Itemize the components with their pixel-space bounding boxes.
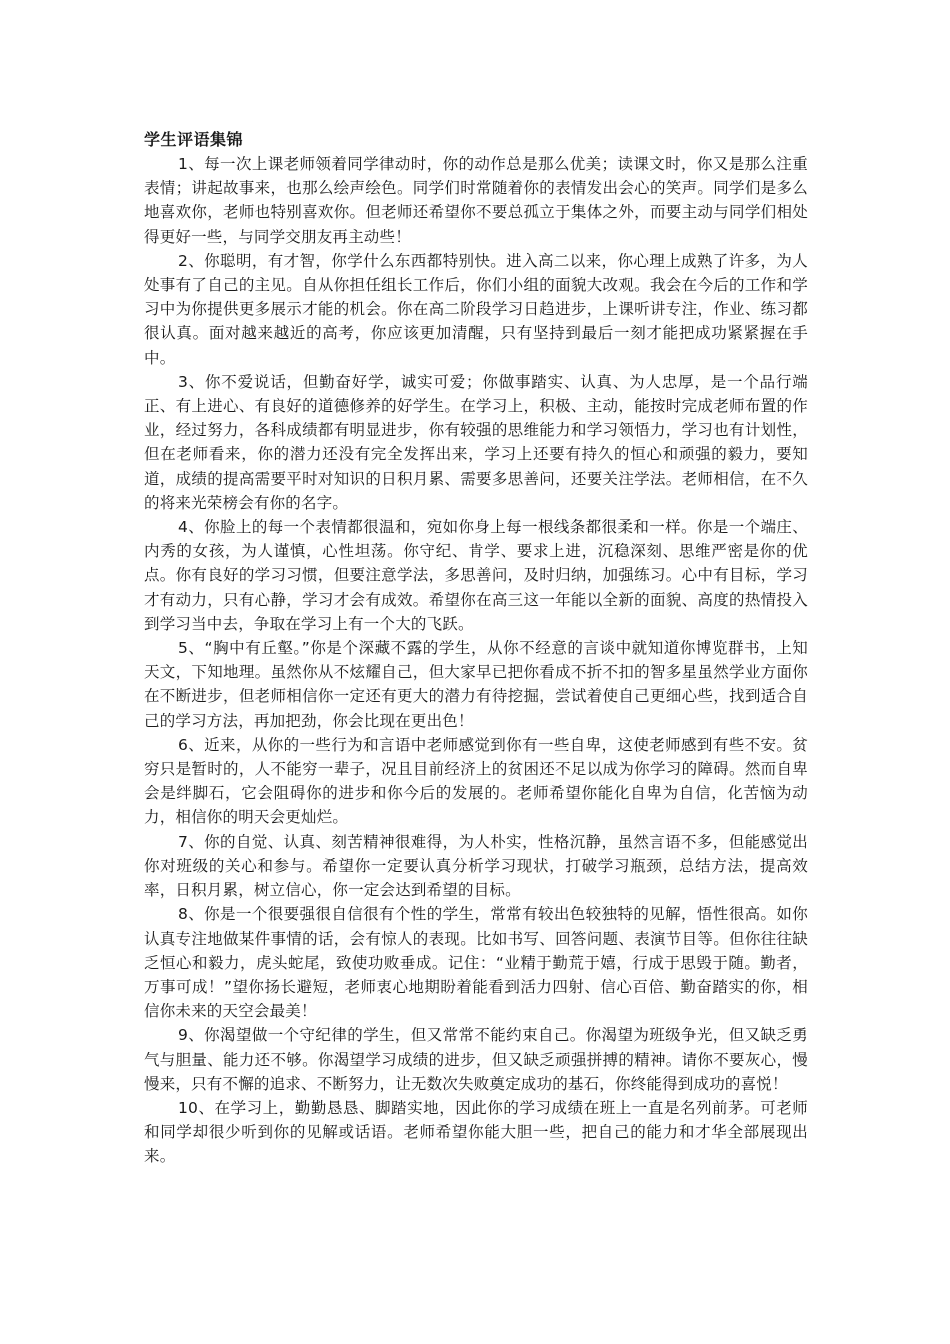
comment-paragraph-8: 8、你是一个很要强很自信很有个性的学生，常常有较出色较独特的见解，悟性很高。如你认真专注地做某件事情的话，会有惊人的表现。比如书写、回答问题、表演节目等。但你往往缺乏恒心和毅力，虎头蛇尾，致使功败垂成。记住：“业精于勤荒于嬉，行成于思毁于随。勤者，万事可成！”望你扬长避短，老师衷心地期盼着能看到活力四射、信心百倍、勤奋踏实的你，相信你未来的天空会最美！ xyxy=(144,905,808,1021)
comment-paragraph-6: 6、近来，从你的一些行为和言语中老师感觉到你有一些自卑，这使老师感到有些不安。贫穷只是暂时的，人不能穷一辈子，况且目前经济上的贫困还不足以成为你学习的障碍。然而自卑会是绊脚石，它会阻碍你的进步和你今后的发展的。老师希望你能化自卑为自信，化苦恼为动力，相信你的明天会更灿烂。 xyxy=(144,735,808,827)
comment-paragraph-2: 2、你聪明，有才智，你学什么东西都特别快。进入高二以来，你心理上成熟了许多，为人处事有了自己的主见。自从你担任组长工作后，你们小组的面貌大改观。我会在今后的工作和学习中为你提供更多展示才能的机会。你在高二阶段学习日趋进步，上课听讲专注，作业、练习都很认真。面对越来越近的高考，你应该更加清醒，只有坚持到最后一刻才能把成功紧紧握在手中。 xyxy=(144,251,808,367)
document-title: 学生评语集锦 xyxy=(144,130,244,149)
comment-paragraph-4: 4、你脸上的每一个表情都很温和，宛如你身上每一根线条都很柔和一样。你是一个端庄、内秀的女孩，为人谨慎，心性坦荡。你守纪、肯学、要求上进，沉稳深刻、思维严密是你的优点。你有良好的学习习惯，但要注意学法，多思善问，及时归纳，加强练习。心中有目标，学习才有动力，只有心静，学习才会有成效。希望你在高三这一年能以全新的面貌、高度的热情投入到学习当中去，争取在学习上有一个大的飞跃。 xyxy=(144,518,808,633)
document-page xyxy=(144,128,808,1169)
comment-paragraph-1: 1、每一次上课老师领着同学律动时，你的动作总是那么优美；读课文时，你又是那么注重表情；讲起故事来，也那么绘声绘色。同学们时常随着你的表情发出会心的笑声。同学们是多么地喜欢你，老师也特别喜欢你。但老师还希望你不要总孤立于集体之外，而要主动与同学们相处得更好一些，与同学交朋友再主动些！ xyxy=(144,155,808,246)
comment-paragraph-9: 9、你渴望做一个守纪律的学生，但又常常不能约束自己。你渴望为班级争光，但又缺乏勇气与胆量、能力还不够。你渴望学习成绩的进步，但又缺乏顽强拼搏的精神。请你不要灰心，慢慢来，只有不懈的追求、不断努力，让无数次失败奠定成功的基石，你终能得到成功的喜悦！ xyxy=(144,1026,808,1093)
comment-paragraph-3: 3、你不爱说话，但勤奋好学，诚实可爱；你做事踏实、认真、为人忠厚，是一个品行端正、有上进心、有良好的道德修养的好学生。在学习上，积极、主动，能按时完成老师布置的作业，经过努力，各科成绩都有明显进步，你有较强的思维能力和学习领悟力，学习也有计划性，但在老师看来，你的潜力还没有完全发挥出来，学习上还要有持久的恒心和顽强的毅力，要知道，成绩的提高需要平时对知识的日积月累、需要多思善问，还要关注学法。老师相信，在不久的将来光荣榜会有你的名字。 xyxy=(144,372,808,512)
comment-paragraph-7: 7、你的自觉、认真、刻苦精神很难得，为人朴实，性格沉静，虽然言语不多，但能感觉出你对班级的关心和参与。希望你一定要认真分析学习现状，打破学习瓶颈，总结方法，提高效率，日积月累，树立信心，你一定会达到希望的目标。 xyxy=(144,832,808,900)
comment-paragraph-10: 10、在学习上，勤勤恳恳、脚踏实地，因此你的学习成绩在班上一直是名列前茅。可老师和同学却很少听到你的见解或话语。老师希望你能大胆一些，把自己的能力和才华全部展现出来。 xyxy=(144,1098,808,1166)
comment-paragraph-5: 5、“胸中有丘壑。”你是个深藏不露的学生，从你不经意的言谈中就知道你博览群书，上知天文，下知地理。虽然你从不炫耀自己，但大家早已把你看成不折不扣的智多星虽然学业方面你在不断进步，但老师相信你一定还有更大的潜力有待挖掘，尝试着使自己更细心些，找到适合自己的学习方法，再加把劲，你会比现在更出色！ xyxy=(144,639,808,730)
